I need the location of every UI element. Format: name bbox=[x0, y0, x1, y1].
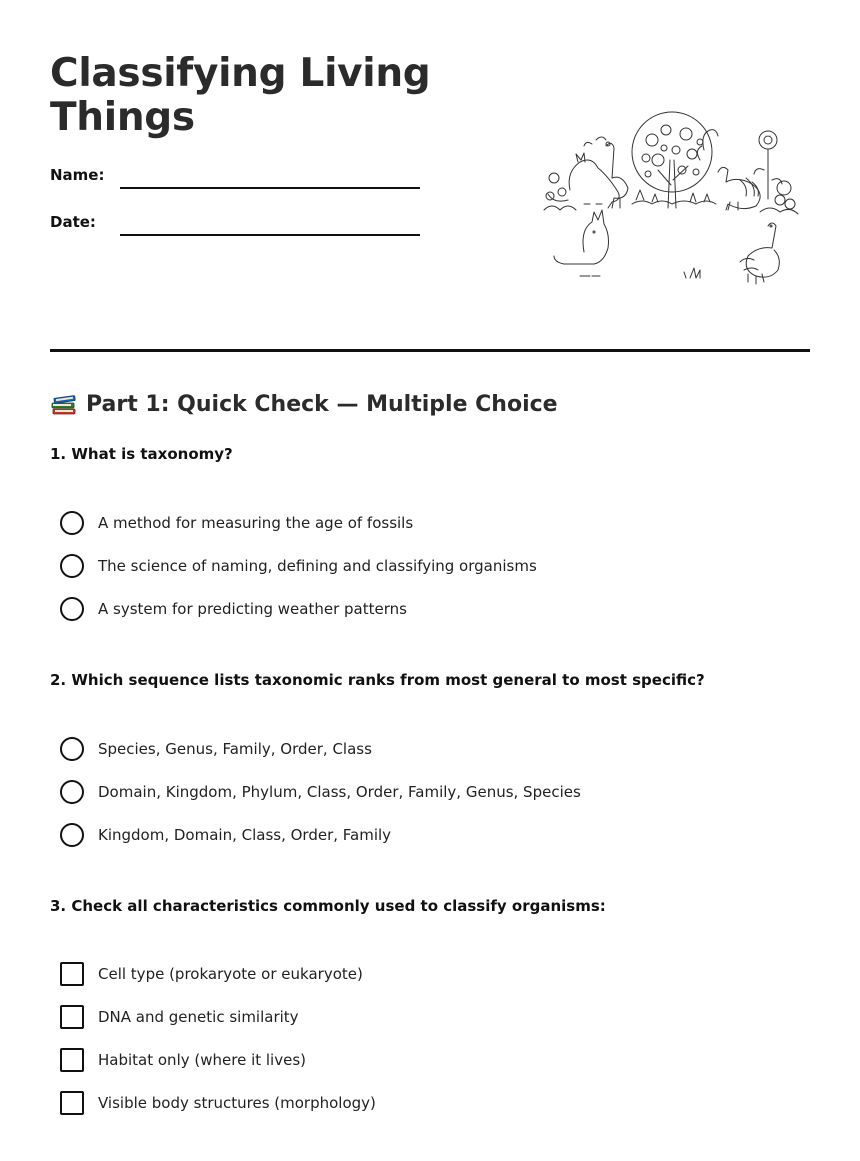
question-1-option-b[interactable] bbox=[60, 553, 537, 579]
radio-button[interactable] bbox=[60, 823, 84, 847]
name-label: Name: bbox=[50, 166, 105, 184]
question-3-option-d[interactable] bbox=[60, 1090, 376, 1116]
animals-and-plants-illustration bbox=[540, 100, 800, 290]
option-label: A system for predicting weather patterns bbox=[98, 600, 407, 618]
option-label: The science of naming, defining and classifying organisms bbox=[98, 557, 537, 575]
checkbox[interactable] bbox=[60, 1048, 84, 1072]
option-label: Visible body structures (morphology) bbox=[98, 1094, 376, 1112]
emu-icon bbox=[606, 142, 628, 208]
title-line-2: Things bbox=[50, 95, 195, 140]
question-1: 1. What is taxonomy? bbox=[50, 445, 233, 463]
date-answer-line[interactable] bbox=[120, 234, 420, 236]
question-2-option-c[interactable] bbox=[60, 822, 391, 848]
question-3: 3. Check all characteristics commonly used to classify organisms: bbox=[50, 897, 606, 915]
tree-icon bbox=[632, 112, 716, 208]
peacock-icon bbox=[697, 130, 760, 210]
emu-bottom-icon bbox=[740, 223, 779, 284]
wallaby-icon bbox=[554, 210, 609, 276]
date-label: Date: bbox=[50, 213, 96, 231]
option-label: DNA and genetic similarity bbox=[98, 1008, 299, 1026]
page-title bbox=[50, 52, 470, 140]
option-label: Cell type (prokaryote or eukaryote) bbox=[98, 965, 363, 983]
question-3-option-c[interactable] bbox=[60, 1047, 306, 1073]
checkbox[interactable] bbox=[60, 1005, 84, 1029]
radio-button[interactable] bbox=[60, 737, 84, 761]
option-label: Habitat only (where it lives) bbox=[98, 1051, 306, 1069]
radio-button[interactable] bbox=[60, 511, 84, 535]
question-2: 2. Which sequence lists taxonomic ranks from most general to most specific? bbox=[50, 671, 705, 689]
radio-button[interactable] bbox=[60, 780, 84, 804]
section-heading bbox=[50, 388, 558, 420]
option-label: A method for measuring the age of fossils bbox=[98, 514, 414, 532]
plant-icon bbox=[684, 268, 700, 278]
shrub-icon bbox=[544, 137, 606, 210]
checkbox[interactable] bbox=[60, 962, 84, 986]
name-answer-line[interactable] bbox=[120, 187, 420, 189]
question-2-option-b[interactable] bbox=[60, 779, 581, 805]
checkbox[interactable] bbox=[60, 1091, 84, 1115]
question-2-option-a[interactable] bbox=[60, 736, 372, 762]
books-icon bbox=[50, 390, 78, 418]
date-field[interactable] bbox=[50, 213, 430, 243]
radio-button[interactable] bbox=[60, 597, 84, 621]
option-label: Species, Genus, Family, Order, Class bbox=[98, 740, 372, 758]
flower-icon bbox=[754, 131, 798, 214]
question-1-option-a[interactable] bbox=[60, 510, 413, 536]
option-label: Kingdom, Domain, Class, Order, Family bbox=[98, 826, 392, 844]
question-3-option-b[interactable] bbox=[60, 1004, 299, 1030]
option-label: Domain, Kingdom, Phylum, Class, Order, Family, Genus, Species bbox=[98, 783, 581, 801]
question-1-option-c[interactable] bbox=[60, 596, 407, 622]
section-title-text: Part 1: Quick Check — Multiple Choice bbox=[86, 391, 558, 417]
section-divider bbox=[50, 349, 810, 352]
radio-button[interactable] bbox=[60, 554, 84, 578]
name-field[interactable] bbox=[50, 166, 430, 196]
question-3-option-a[interactable] bbox=[60, 961, 363, 987]
title-line-1: Classifying Living bbox=[50, 51, 431, 96]
